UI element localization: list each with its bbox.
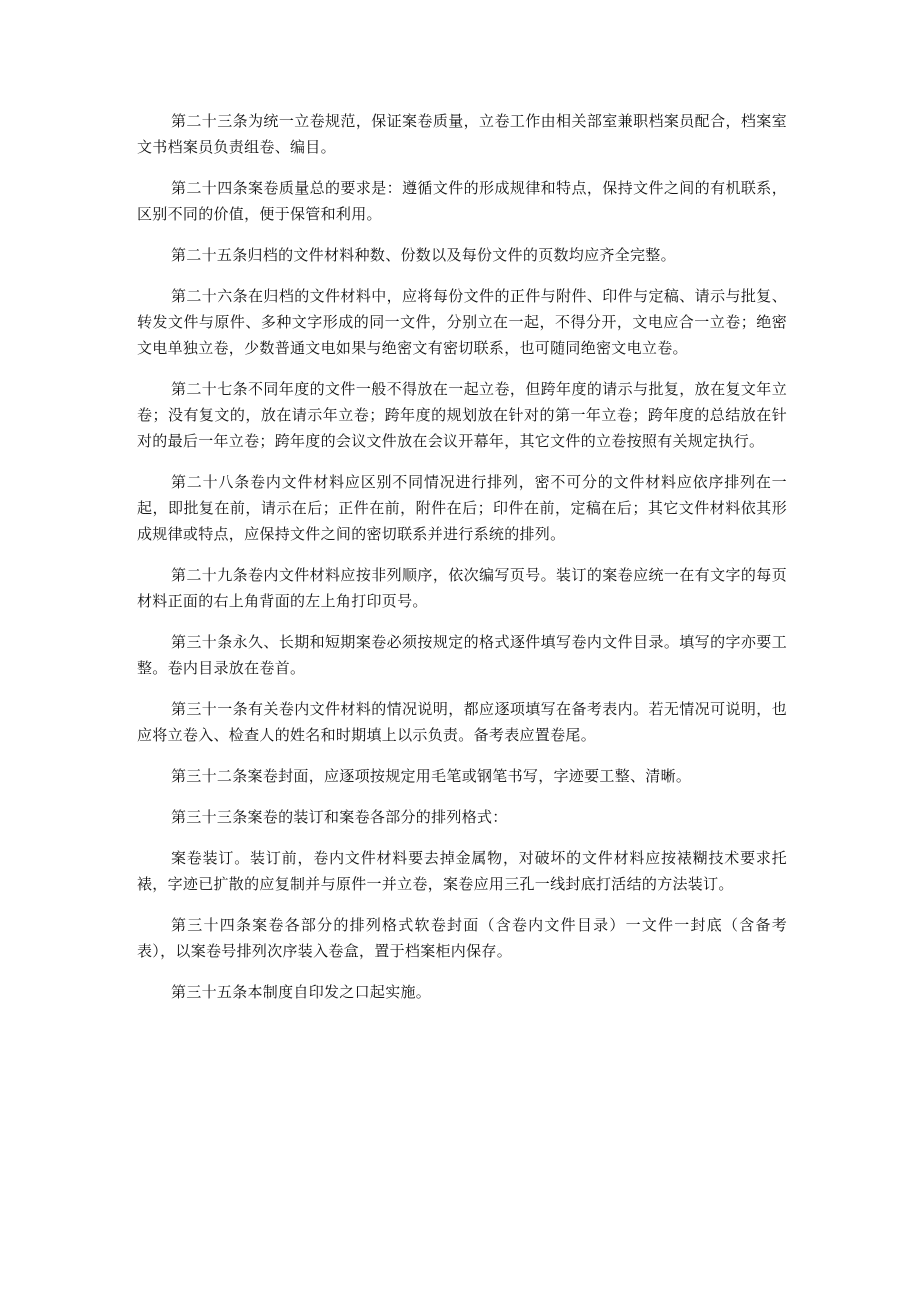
article-27: 第二十七条不同年度的文件一般不得放在一起立卷，但跨年度的请示与批复，放在复文年立卷；没有复文的，放在请示年立卷；跨年度的规划放在针对的第一年立卷；跨年度的总结放在针对的最后一年立卷；跨年度的会议文件放在会议开幕年，其它文件的立卷按照有关规定执行。 <box>137 380 787 450</box>
article-34: 第三十四条案卷各部分的排列格式软卷封面（含卷内文件目录）一文件一封底（含备考表），以案卷号排列次序装入卷盒，置于档案柜内保存。 <box>137 916 787 960</box>
article-28: 第二十八条卷内文件材料应区别不同情况进行排列，密不可分的文件材料应依序排列在一起，即批复在前，请示在后；正件在前，附件在后；印件在前，定稿在后；其它文件材料依其形成规律或特点，应保持文件之间的密切联系并进行系统的排列。 <box>137 473 787 543</box>
binding-paragraph: 案卷装订。装订前，卷内文件材料要去掉金属物，对破坏的文件材料应按裱糊技术要求托裱，字迹已扩散的应复制并与原件一并立卷，案卷应用三孔一线封底打活结的方法装订。 <box>137 849 787 893</box>
article-35: 第三十五条本制度自印发之口起实施。 <box>171 983 432 1001</box>
article-32: 第三十二条案卷封面，应逐项按规定用毛笔或钢笔书写，字迹要工整、清晰。 <box>171 767 692 785</box>
article-33: 第三十三条案卷的装订和案卷各部分的排列格式： <box>171 808 508 826</box>
article-31: 第三十一条有关卷内文件材料的情况说明，都应逐项填写在备考表内。若无情况可说明，也应将立卷入、检查人的姓名和时期填上以示负责。备考表应置卷尾。 <box>137 700 787 744</box>
article-25: 第二十五条归档的文件材料种数、份数以及每份文件的页数均应齐全完整。 <box>171 246 676 264</box>
article-30: 第三十条永久、长期和短期案卷必须按规定的格式逐件填写卷内文件目录。填写的字亦要工整。卷内目录放在卷首。 <box>137 633 787 677</box>
article-29: 第二十九条卷内文件材料应按非列顺序，依次编写页号。装订的案卷应统一在有文字的每页材料正面的右上角背面的左上角打印页号。 <box>137 566 787 610</box>
article-26: 第二十六条在归档的文件材料中，应将每份文件的正件与附件、印件与定稿、请示与批复、转发文件与原件、多种文字形成的同一文件，分别立在一起，不得分开，文电应合一立卷；绝密文电单独立卷，少数普通文电如果与绝密文有密切联系，也可随同绝密文电立卷。 <box>137 287 787 357</box>
article-23: 第二十三条为统一立卷规范，保证案卷质量，立卷工作由相关部室兼职档案员配合，档案室文书档案员负责组卷、编目。 <box>137 112 787 156</box>
article-24: 第二十四条案卷质量总的要求是：遵循文件的形成规律和特点，保持文件之间的有机联系，区别不同的价值，便于保管和利用。 <box>137 179 787 223</box>
document-body <box>137 108 787 1020</box>
